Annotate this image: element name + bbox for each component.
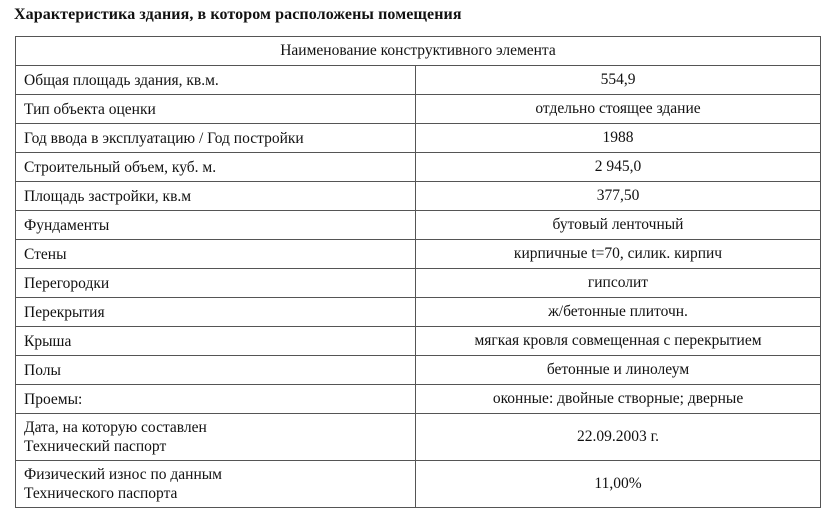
table-row xyxy=(16,327,821,356)
row-value: гипсолит xyxy=(416,269,821,298)
row-value: 2 945,0 xyxy=(416,153,821,182)
row-value: оконные: двойные створные; дверные xyxy=(416,385,821,414)
row-label: Год ввода в эксплуатацию / Год постройки xyxy=(16,124,416,153)
row-value: 554,9 xyxy=(416,66,821,95)
row-value: 1988 xyxy=(416,124,821,153)
row-value: 22.09.2003 г. xyxy=(416,414,821,461)
row-label: Проемы: xyxy=(16,385,416,414)
row-label: Строительный объем, куб. м. xyxy=(16,153,416,182)
row-label: Тип объекта оценки xyxy=(16,95,416,124)
row-label: Общая площадь здания, кв.м. xyxy=(16,66,416,95)
row-label: Фундаменты xyxy=(16,211,416,240)
row-value: бутовый ленточный xyxy=(416,211,821,240)
row-label-line: Физический износ по данным xyxy=(24,466,222,483)
table-row xyxy=(16,269,821,298)
table-row xyxy=(16,153,821,182)
row-label-line: Технического паспорта xyxy=(24,485,178,502)
row-label xyxy=(16,461,416,508)
section-heading: Характеристика здания, в котором расположены помещения xyxy=(14,6,462,23)
row-label: Стены xyxy=(16,240,416,269)
table-row xyxy=(16,95,821,124)
row-label: Перекрытия xyxy=(16,298,416,327)
row-label-line: Технический паспорт xyxy=(24,438,167,455)
table-row xyxy=(16,356,821,385)
row-label: Перегородки xyxy=(16,269,416,298)
row-value: бетонные и линолеум xyxy=(416,356,821,385)
row-label: Площадь застройки, кв.м xyxy=(16,182,416,211)
table-row xyxy=(16,461,821,508)
table-row xyxy=(16,240,821,269)
row-value: 377,50 xyxy=(416,182,821,211)
row-value: ж/бетонные плиточн. xyxy=(416,298,821,327)
table-header-cell: Наименование конструктивного элемента xyxy=(16,37,821,66)
row-label-line: Дата, на которую составлен xyxy=(24,419,207,436)
row-value: отдельно стоящее здание xyxy=(416,95,821,124)
table-row xyxy=(16,66,821,95)
building-characteristics-table xyxy=(15,36,821,508)
table-header-row xyxy=(16,37,821,66)
row-value: 11,00% xyxy=(416,461,821,508)
table-row xyxy=(16,182,821,211)
table-row xyxy=(16,385,821,414)
row-label: Полы xyxy=(16,356,416,385)
table-row xyxy=(16,124,821,153)
row-value: кирпичные t=70, силик. кирпич xyxy=(416,240,821,269)
row-label: Крыша xyxy=(16,327,416,356)
table-row xyxy=(16,414,821,461)
table-row xyxy=(16,298,821,327)
row-label xyxy=(16,414,416,461)
row-value: мягкая кровля совмещенная с перекрытием xyxy=(416,327,821,356)
table-row xyxy=(16,211,821,240)
